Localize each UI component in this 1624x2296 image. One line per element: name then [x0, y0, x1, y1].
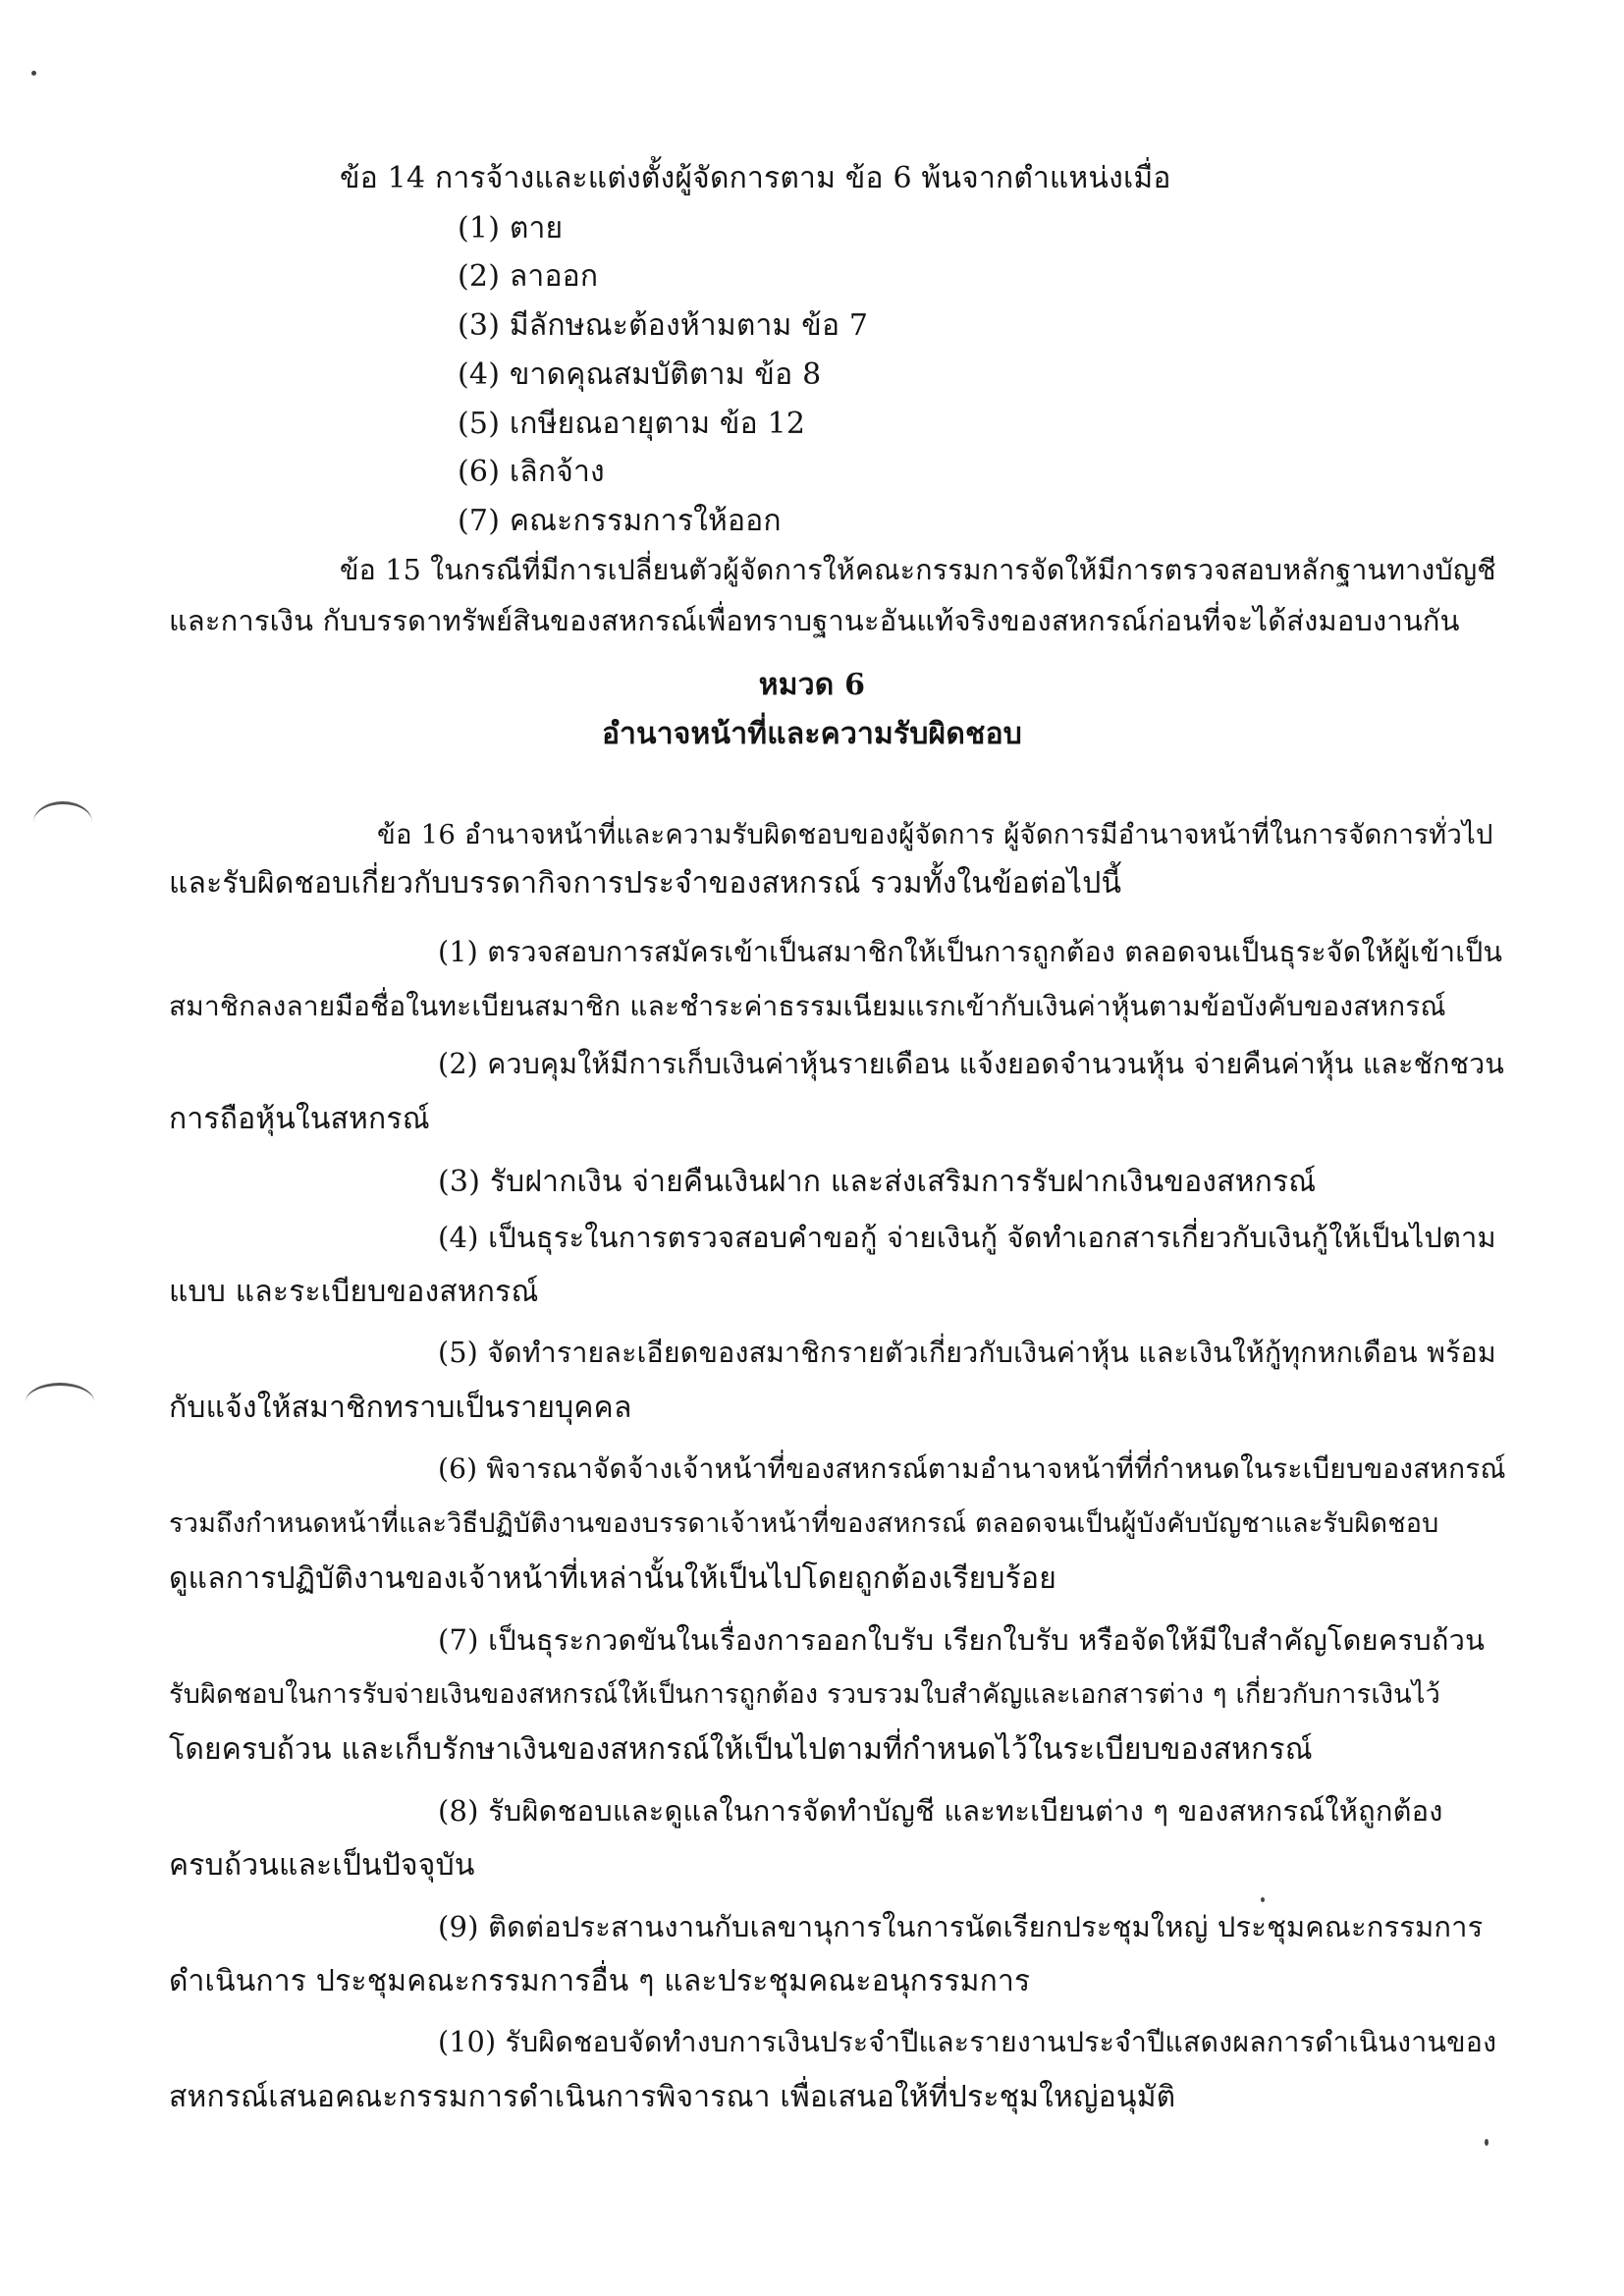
article-16-intro: ข้อ 16 อำนาจหน้าที่และความรับผิดชอบของผู้จัดการ ผู้จัดการมีอำนาจหน้าที่ในการจัดการทั่วไป	[377, 819, 1493, 850]
duty-line: ดำเนินการ ประชุมคณะกรรมการอื่น ๆ และประชุมคณะอนุกรรมการ	[169, 1964, 1031, 1998]
article-14-item: (3) มีลักษณะต้องห้ามตาม ข้อ 7	[458, 308, 869, 343]
duty-line: สมาชิกลงลายมือชื่อในทะเบียนสมาชิก และชำระค่าธรรมเนียมแรกเข้ากับเงินค่าหุ้นตามข้อบังคับของสหกรณ์	[169, 990, 1446, 1022]
duty-line: (8) รับผิดชอบและดูแลในการจัดทำบัญชี และทะเบียนต่าง ๆ ของสหกรณ์ให้ถูกต้อง	[438, 1794, 1443, 1828]
article-15-line: ข้อ 15 ในกรณีที่มีการเปลี่ยนตัวผู้จัดการให้คณะกรรมการจัดให้มีการตรวจสอบหลักฐานทางบัญชี	[340, 554, 1496, 586]
duty-line: (4) เป็นธุระในการตรวจสอบคำขอกู้ จ่ายเงินกู้ จัดทำเอกสารเกี่ยวกับเงินกู้ให้เป็นไปตาม	[438, 1221, 1496, 1254]
duty-line: (9) ติดต่อประสานงานกับเลขานุการในการนัดเรียกประชุมใหญ่ ประชุมคณะกรรมการ	[438, 1910, 1484, 1943]
chapter-number: หมวด 6	[758, 668, 866, 702]
article-14-item: (5) เกษียณอายุตาม ข้อ 12	[458, 407, 806, 441]
duty-line: (6) พิจารณาจัดจ้างเจ้าหน้าที่ของสหกรณ์ตามอำนาจหน้าที่ที่กำหนดในระเบียบของสหกรณ์	[438, 1452, 1506, 1485]
duty-line: (7) เป็นธุระกวดขันในเรื่องการออกใบรับ เรียกใบรับ หรือจัดให้มีใบสำคัญโดยครบถ้วน	[438, 1623, 1486, 1657]
article-14-item: (4) ขาดคุณสมบัติตาม ข้อ 8	[458, 357, 822, 392]
article-14-item: (7) คณะกรรมการให้ออก	[458, 504, 782, 538]
duty-line: (3) รับฝากเงิน จ่ายคืนเงินฝาก และส่งเสริมการรับฝากเงินของสหกรณ์	[438, 1165, 1317, 1199]
article-14-intro: ข้อ 14 การจ้างและแต่งตั้งผู้จัดการตาม ข้อ 6 พ้นจากตำแหน่งเมื่อ	[340, 161, 1171, 195]
chapter-title: อำนาจหน้าที่และความรับผิดชอบ	[601, 717, 1023, 751]
duty-line: (5) จัดทำรายละเอียดของสมาชิกรายตัวเกี่ยวกับเงินค่าหุ้น และเงินให้กู้ทุกหกเดือน พร้อม	[438, 1337, 1496, 1369]
duty-line: (10) รับผิดชอบจัดทำงบการเงินประจำปีและรายงานประจำปีแสดงผลการดำเนินงานของ	[438, 2026, 1497, 2058]
duty-line: กับแจ้งให้สมาชิกทราบเป็นรายบุคคล	[169, 1391, 632, 1425]
scan-speck	[1261, 1897, 1265, 1902]
duty-line: สหกรณ์เสนอคณะกรรมการดำเนินการพิจารณา เพื่อเสนอให้ที่ประชุมใหญ่อนุมัติ	[169, 2080, 1176, 2114]
duty-line: (1) ตรวจสอบการสมัครเข้าเป็นสมาชิกให้เป็นการถูกต้อง ตลอดจนเป็นธุระจัดให้ผู้เข้าเป็น	[438, 936, 1503, 968]
duty-line: (2) ควบคุมให้มีการเก็บเงินค่าหุ้นรายเดือน แจ้งยอดจำนวนหุ้น จ่ายคืนค่าหุ้น และชักชวน	[438, 1048, 1505, 1080]
article-14-item: (1) ตาย	[458, 211, 564, 246]
article-14-item: (6) เลิกจ้าง	[458, 455, 605, 489]
duty-line: รวมถึงกำหนดหน้าที่และวิธีปฏิบัติงานของบรรดาเจ้าหน้าที่ของสหกรณ์ ตลอดจนเป็นผู้บังคับบัญชาและรับผิดชอบ	[169, 1508, 1439, 1539]
duty-line: ครบถ้วนและเป็นปัจจุบัน	[169, 1848, 475, 1883]
duty-line: รับผิดชอบในการรับจ่ายเงินของสหกรณ์ให้เป็นการถูกต้อง รวบรวมใบสำคัญและเอกสารต่าง ๆ เกี่ยวกับการเงินไว้	[169, 1679, 1440, 1710]
article-14-item: (2) ลาออก	[458, 259, 599, 294]
article-15-line: และการเงิน กับบรรดาทรัพย์สินของสหกรณ์เพื่อทราบฐานะอันแท้จริงของสหกรณ์ก่อนที่จะได้ส่งมอบงานกัน	[169, 604, 1460, 637]
scan-mark	[33, 801, 92, 844]
duty-line: แบบ และระเบียบของสหกรณ์	[169, 1275, 539, 1309]
duty-line: ดูแลการปฏิบัติงานของเจ้าหน้าที่เหล่านั้นให้เป็นไปโดยถูกต้องเรียบร้อย	[169, 1561, 1056, 1596]
duty-line: โดยครบถ้วน และเก็บรักษาเงินของสหกรณ์ให้เป็นไปตามที่กำหนดไว้ในระเบียบของสหกรณ์	[169, 1732, 1313, 1767]
scan-speck	[1485, 2139, 1489, 2146]
scan-speck	[31, 71, 36, 76]
scan-mark	[26, 1383, 94, 1421]
duty-line: การถือหุ้นในสหกรณ์	[169, 1102, 430, 1136]
article-16-intro: และรับผิดชอบเกี่ยวกับบรรดากิจการประจำของสหกรณ์ รวมทั้งในข้อต่อไปนี้	[169, 866, 1122, 901]
